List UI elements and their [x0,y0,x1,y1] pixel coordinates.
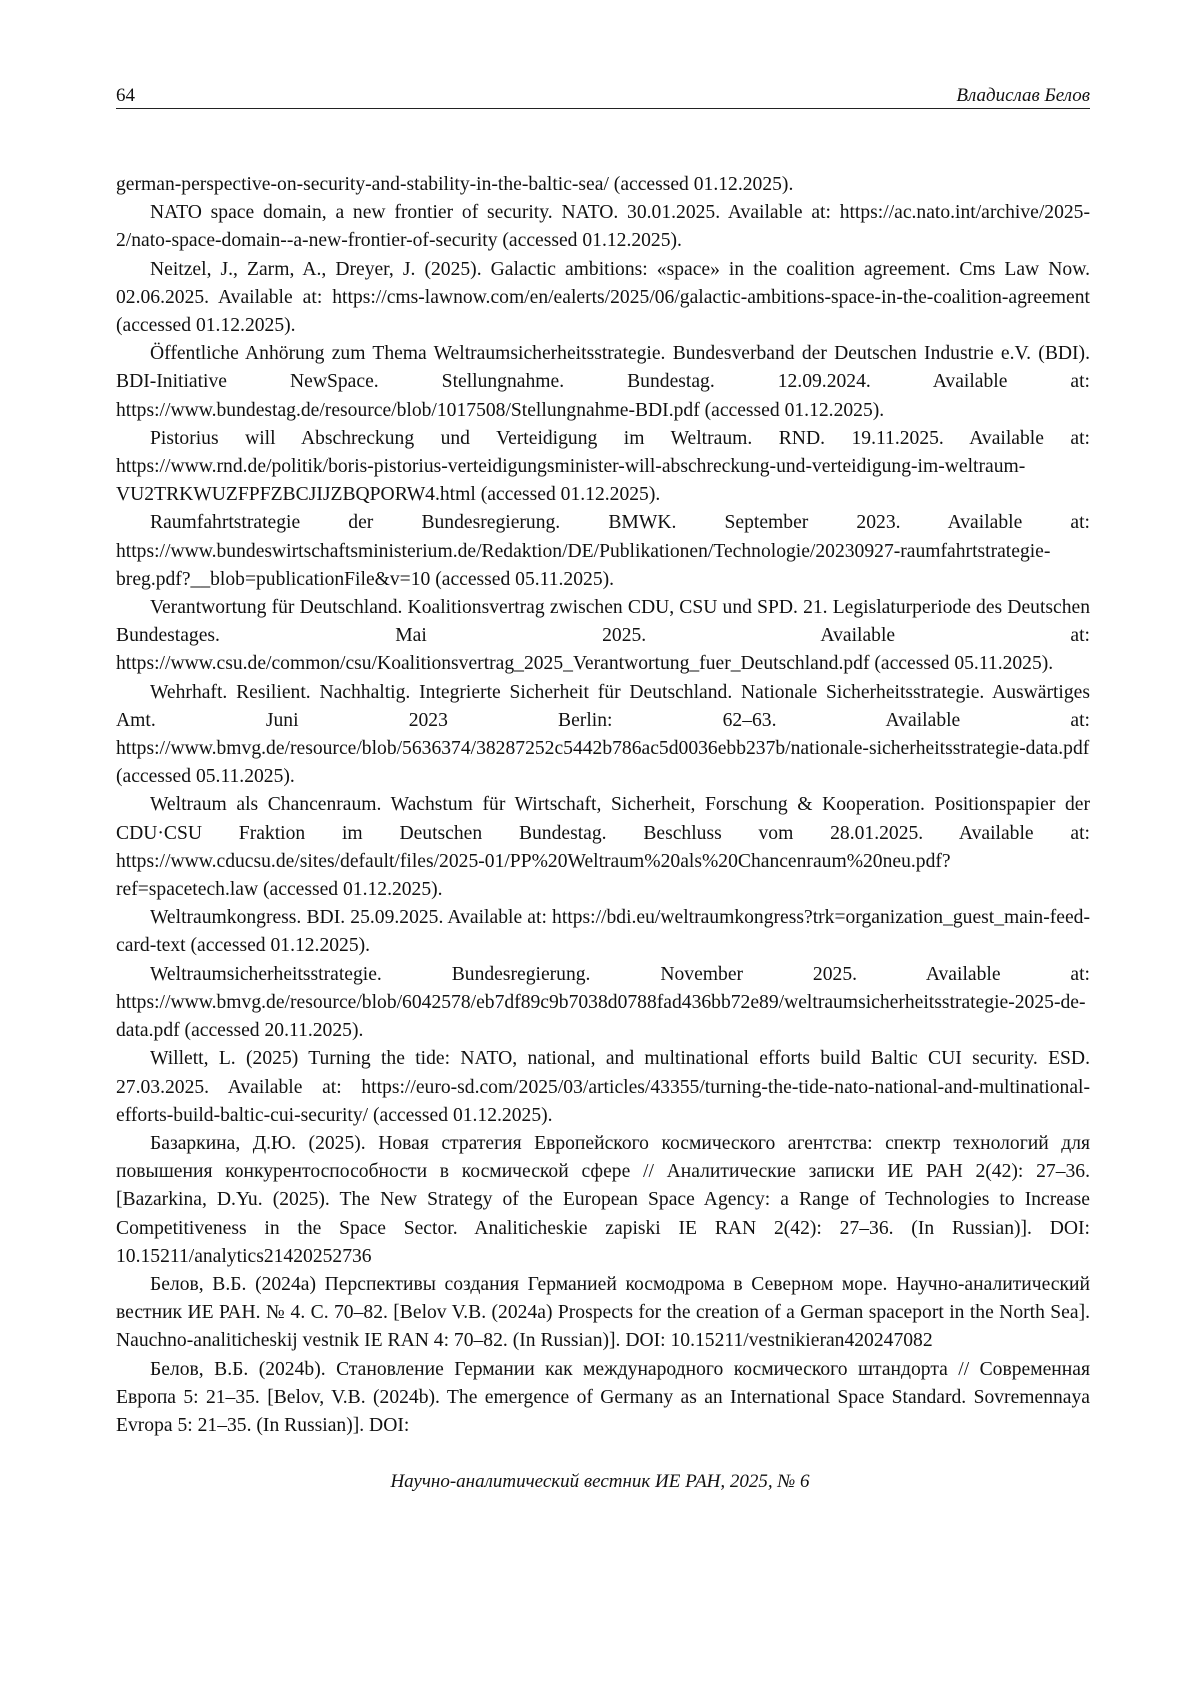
reference-entry: Öffentliche Anhörung zum Thema Weltraumsicherheitsstrategie. Bundesverband der Deutschen Industrie e.V. (BDI). BDI-Initiative NewSpace. Stellungnahme. Bundestag. 12.09.2024. Available at: https://www.bundestag.de/resource/blob/1017508/Stellungnahme-BDI.pdf (accessed 01.12.2025). [116,343,1090,421]
reference-entry: NATO space domain, a new frontier of security. NATO. 30.01.2025. Available at: https://ac.nato.int/archive/2025-2/nato-space-domain--a-new-frontier-of-security (accessed 01.12.2025). [116,202,1090,252]
running-author: Владислав Белов [956,85,1090,106]
reference-entry: Weltraumsicherheitsstrategie. Bundesregierung. November 2025. Available at: https://www.bmvg.de/resource/blob/6042578/eb7df89c9b7038d0788fad436bb72e89/weltraumsicherheitsstrategie-2025-de-data.pdf (accessed 20.11.2025). [116,963,1090,1042]
reference-entry: Verantwortung für Deutschland. Koalitionsvertrag zwischen CDU, CSU und SPD. 21. Legislaturperiode des Deutschen Bundestages. Mai 2025. Available at: https://www.csu.de/common/csu/Koalitionsvertrag_2025_Verantwortung_fuer_Deutschland.pdf (accessed 05.11.2025). [116,597,1090,675]
reference-entry-continued: german-perspective-on-security-and-stability-in-the-baltic-sea/ (accessed 01.12.2025). [116,174,794,195]
reference-entry: Willett, L. (2025) Turning the tide: NATO, national, and multinational efforts build Baltic CUI security. ESD. 27.03.2025. Available at: https://euro-sd.com/2025/03/articles/43355/turning-the-tide-nato-national-and-multinational-efforts-build-baltic-cui-security/ (accessed 01.12.2025). [116,1048,1090,1126]
reference-entry: Pistorius will Abschreckung und Verteidigung im Weltraum. RND. 19.11.2025. Available at: https://www.rnd.de/politik/boris-pistorius-verteidigungsminister-will-abschreckung-und-verteidigung-im-weltraum-VU2TRKWUZFPFZBCJIJZBQPORW4.html (accessed 01.12.2025). [116,427,1090,506]
reference-entry: Wehrhaft. Resilient. Nachhaltig. Integrierte Sicherheit für Deutschland. Nationale Sicherheitsstrategie. Auswärtiges Amt. Juni 2023 Berlin: 62–63. Available at: https://www.bmvg.de/resource/blob/5636374/38287252c5442b786ac5d0036ebb237b/nationale-sicherheitsstrategie-data.pdf (accessed 05.11.2025). [116,681,1090,788]
reference-entry: Weltraum als Chancenraum. Wachstum für Wirtschaft, Sicherheit, Forschung & Kooperation. Positionspapier der CDU·CSU Fraktion im Deutschen Bundestag. Beschluss vom 28.01.2025. Available at: https://www.cducsu.de/sites/default/files/2025-01/PP%20Weltraum%20als%20Chancenraum%20neu.pdf?ref=spacetech.law (accessed 01.12.2025). [116,794,1090,901]
page-header [116,86,1090,109]
reference-entry: Базаркина, Д.Ю. (2025). Новая стратегия Европейского космического агентства: спектр технологий для повышения конкурентоспособности в космической сфере // Аналитические записки ИЕ РАН 2(42): 27–36. [Bazarkina, D.Yu. (2025). The New Strategy of the European Space Agency: a Range of Technologies to Increase Competitiveness in the Space Sector. Analiticheskie zapiski IE RAN 2(42): 27–36. (In Russian)]. DOI: 10.15211/analytics21420252736 [116,1132,1090,1267]
reference-entry: Weltraumkongress. BDI. 25.09.2025. Available at: https://bdi.eu/weltraumkongress?trk=organization_guest_main-feed-card-text (accessed 01.12.2025). [116,907,1090,957]
page-number: 64 [116,85,135,106]
reference-entry: Neitzel, J., Zarm, A., Dreyer, J. (2025). Galactic ambitions: «space» in the coalition agreement. Cms Law Now. 02.06.2025. Available at: https://cms-lawnow.com/en/ealerts/2025/06/galactic-ambitions-space-in-the-coalition-agreement (accessed 01.12.2025). [116,258,1090,337]
reference-list [116,171,1090,1440]
reference-entry: Raumfahrtstrategie der Bundesregierung. BMWK. September 2023. Available at: https://www.bundeswirtschaftsministerium.de/Redaktion/DE/Publikationen/Technologie/20230927-raumfahrtstrategie-breg.pdf?__blob=publicationFile&v=10 (accessed 05.11.2025). [116,512,1090,590]
journal-footer: Научно-аналитический вестник ИЕ РАН, 2025, № 6 [390,1471,810,1492]
reference-entry: Белов, В.Б. (2024a) Перспективы создания Германией космодрома в Северном море. Научно-аналитический вестник ИЕ РАН. № 4. С. 70–82. [Belov V.B. (2024a) Prospects for the creation of a German spaceport in the North Sea]. Nauchno-analiticheskij vestnik IE RAN 4: 70–82. (In Russian)]. DOI: 10.15211/vestnikieran420247082 [116,1273,1090,1352]
reference-entry: Белов, В.Б. (2024b). Становление Германии как международного космического штандорта // Современная Европа 5: 21–35. [Belov, V.B. (2024b). The emergence of Germany as an International Space Standard. Sovremennaya Evropa 5: 21–35. (In Russian)]. DOI: [116,1358,1090,1436]
